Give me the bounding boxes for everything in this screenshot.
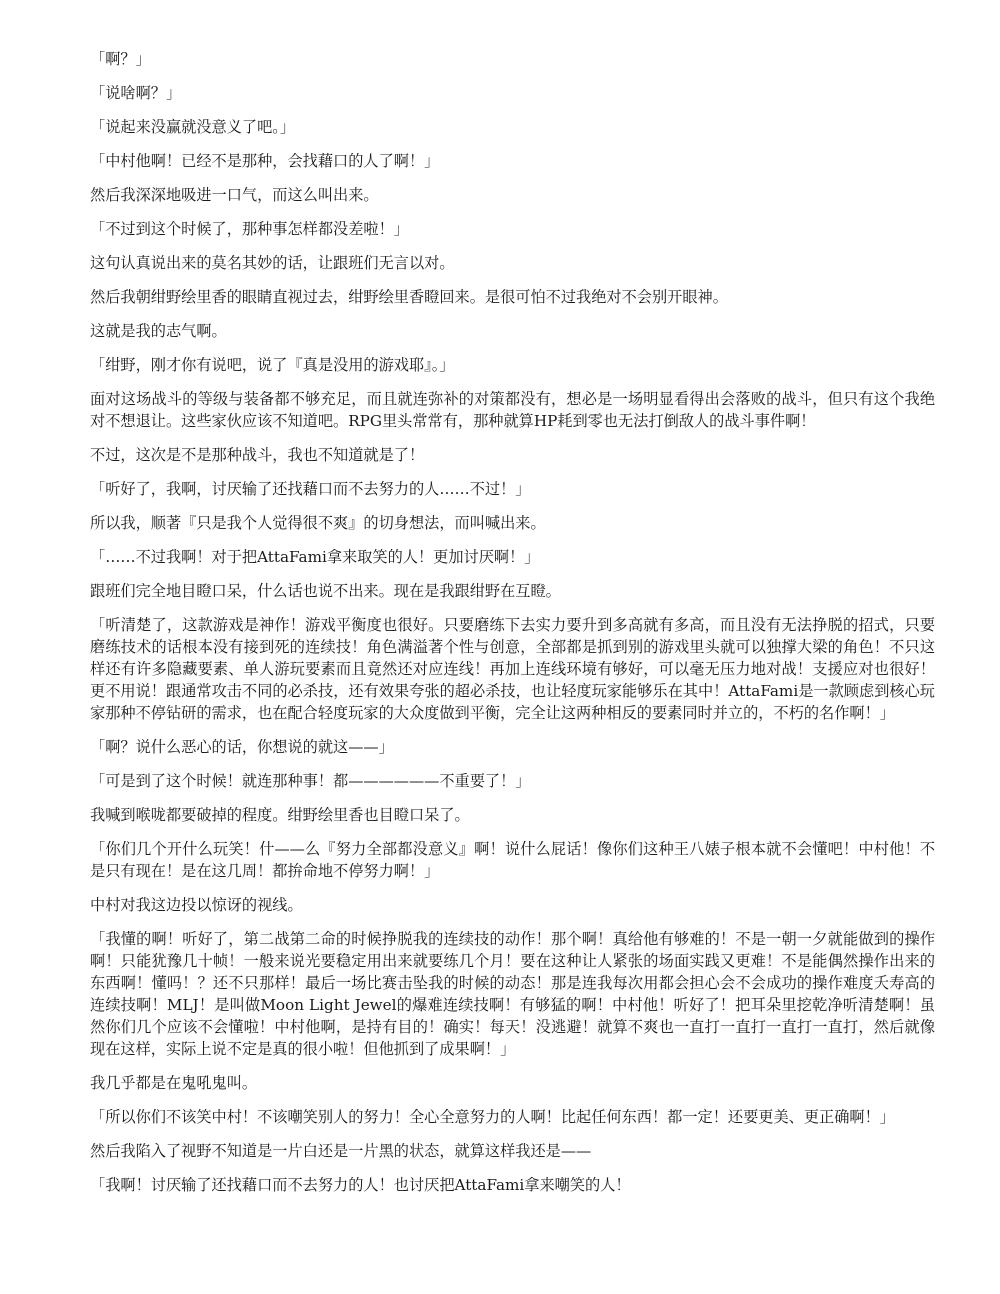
paragraph: 「所以你们不该笑中村！不该嘲笑别人的努力！全心全意努力的人啊！比起任何东西！都一定！还要更美、更正确啊！」 [90,1108,895,1126]
paragraph: 「中村他啊！已经不是那种，会找藉口的人了啊！」 [90,152,440,170]
paragraph: 「啊？说什么恶心的话，你想说的就这——」 [90,738,394,756]
paragraph: 「我懂的啊！听好了，第二战第二命的时候挣脱我的连续技的动作！那个啊！真给他有够难的！不是一朝一夕就能做到的操作啊！只能犹豫几十帧！一般来说光要稳定用出来就要练几个月！要在这种让人紧张的场面实践又更难！不是能偶然操作出来的东西啊！懂吗！？还不只那样！最后一场比赛击坠我的时候的动态！那是连我每次用都会担心会不会成功的操作难度夭寿高的连续技啊！MLJ！是叫做Moon Light Jewel的爆难连续技啊！有够猛的啊！中村他！听好了！把耳朵里挖乾净听清楚啊！虽然你们几个应该不会懂啦！中村他啊，是持有目的！确实！每天！没逃避！就算不爽也一直打一直打一直打一直打，然后就像现在这样，实际上说不定是真的很小啦！但他抓到了成果啊！」 [90,930,935,1058]
paragraph: 不过，这次是不是那种战斗，我也不知道就是了！ [90,446,425,464]
paragraph: 我喊到喉咙都要破掉的程度。绀野绘里香也目瞪口呆了。 [90,806,470,824]
paragraph: 然后我朝绀野绘里香的眼睛直视过去，绀野绘里香瞪回来。是很可怕不过我绝对不会别开眼神。 [90,288,728,306]
paragraph: 「不过到这个时候了，那种事怎样都没差啦！」 [90,220,409,238]
paragraph: 「绀野，刚才你有说吧，说了『真是没用的游戏耶』。」 [90,356,455,374]
paragraph: 「说啥啊？」 [90,84,182,102]
paragraph: 这就是我的志气啊。 [90,322,227,340]
paragraph: 「可是到了这个时候！就连那种事！都——————不重要了！」 [90,772,531,790]
paragraph: 「听好了，我啊，讨厌输了还找藉口而不去努力的人……不过！」 [90,480,531,498]
paragraph: 「……不过我啊！对于把AttaFami拿来取笑的人！更加讨厌啊！」 [90,548,540,566]
paragraph: 然后我深深地吸进一口气，而这么叫出来。 [90,186,379,204]
paragraph: 「我啊！讨厌输了还找藉口而不去努力的人！也讨厌把AttaFami拿来嘲笑的人！ [90,1176,631,1194]
paragraph: 跟班们完全地目瞪口呆，什么话也说不出来。现在是我跟绀野在互瞪。 [90,582,561,600]
document-body [90,48,935,1208]
paragraph: 面对这场战斗的等级与装备都不够充足，而且就连弥补的对策都没有，想必是一场明显看得出会落败的战斗，但只有这个我绝对不想退让。这些家伙应该不知道吧。RPG里头常常有，那种就算HP耗到零也无法打倒敌人的战斗事件啊！ [90,390,935,430]
paragraph: 然后我陷入了视野不知道是一片白还是一片黑的状态，就算这样我还是—— [90,1142,592,1160]
paragraph: 中村对我这边投以惊讶的视线。 [90,896,303,914]
paragraph: 「啊？」 [90,50,151,68]
paragraph: 「说起来没赢就没意义了吧。」 [90,118,296,136]
paragraph: 这句认真说出来的莫名其妙的话，让跟班们无言以对。 [90,254,455,272]
paragraph: 所以我，顺著『只是我个人觉得很不爽』的切身想法，而叫喊出来。 [90,514,546,532]
paragraph: 「你们几个开什么玩笑！什——么『努力全部都没意义』啊！说什么屁话！像你们这种王八婊子根本就不会懂吧！中村他！不是只有现在！是在这几周！都拚命地不停努力啊！」 [90,840,935,880]
paragraph: 「听清楚了，这款游戏是神作！游戏平衡度也很好。只要磨练下去实力要升到多高就有多高，而且没有无法挣脱的招式，只要磨练技术的话根本没有接到死的连续技！角色满溢著个性与创意，全部都是抓到别的游戏里头就可以独撑大梁的角色！不只这样还有许多隐藏要素、单人游玩要素而且竟然还对应连线！再加上连线环境有够好，可以毫无压力地对战！支援应对也很好！更不用说！跟通常攻击不同的必杀技，还有效果夸张的超必杀技，也让轻度玩家能够乐在其中！AttaFami是一款顾虑到核心玩家那种不停钻研的需求，也在配合轻度玩家的大众度做到平衡，完全让这两种相反的要素同时并立的，不朽的名作啊！」 [90,616,935,722]
paragraph: 我几乎都是在鬼吼鬼叫。 [90,1074,258,1092]
